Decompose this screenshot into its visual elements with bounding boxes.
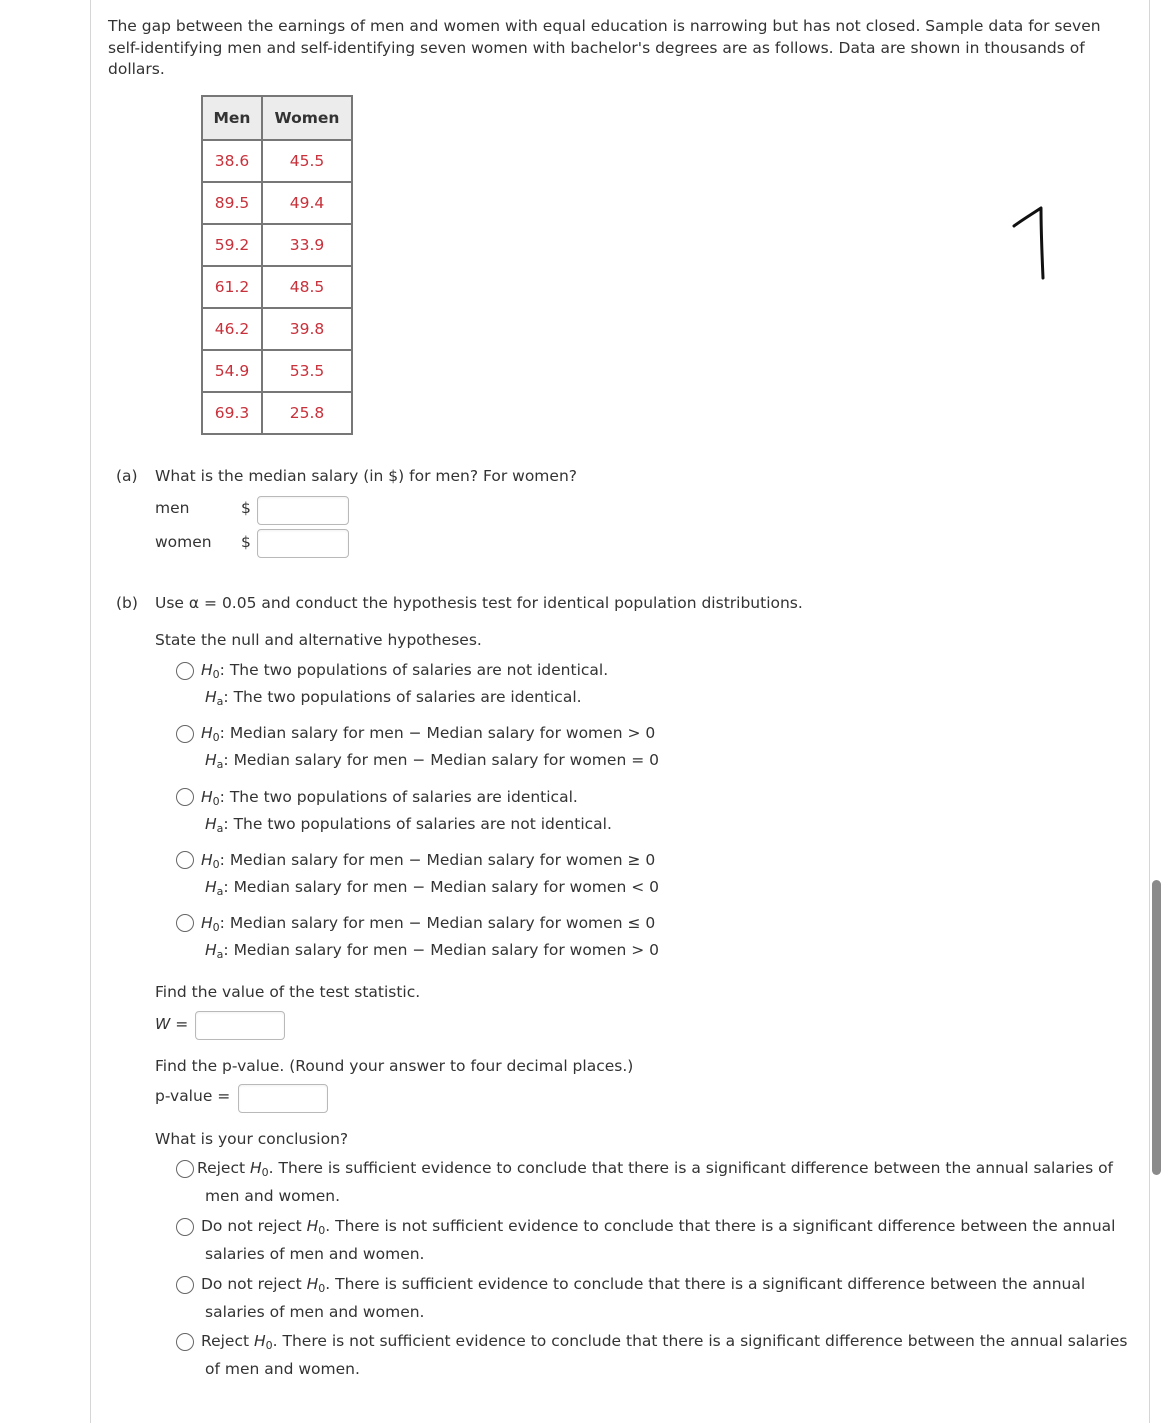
ha-text: The two populations of salaries are not identical.	[233, 815, 612, 833]
conclusion-lead: Reject	[201, 1332, 250, 1350]
men-cell: 61.2	[202, 266, 262, 308]
women-cell: 49.4	[262, 182, 352, 224]
table-row	[202, 308, 352, 350]
table-row	[202, 350, 352, 392]
women-currency: $	[241, 533, 251, 551]
salary-table	[201, 95, 353, 435]
women-cell: 25.8	[262, 392, 352, 434]
radio-button[interactable]	[176, 1333, 194, 1351]
ha-text: The two populations of salaries are identical.	[233, 688, 582, 706]
ha-text: Median salary for men − Median salary for women > 0	[233, 941, 659, 959]
radio-button[interactable]	[176, 1218, 194, 1236]
radio-button[interactable]	[176, 725, 194, 743]
men-currency: $	[241, 499, 251, 517]
men-cell: 59.2	[202, 224, 262, 266]
radio-button[interactable]	[176, 1160, 194, 1178]
men-cell: 69.3	[202, 392, 262, 434]
conclusion-text: . There is not sufficient evidence to conclude that there is a significant difference between the annual salaries of men and women.	[205, 1332, 1128, 1378]
h0-text: Median salary for men − Median salary for women ≤ 0	[229, 914, 656, 932]
table-row	[202, 182, 352, 224]
radio-button[interactable]	[176, 788, 194, 806]
conclusion-text: . There is sufficient evidence to conclude that there is a significant difference between the annual salaries of men and women.	[205, 1275, 1086, 1321]
conclusion-lead: Reject	[197, 1159, 246, 1177]
table-row	[202, 224, 352, 266]
pvalue-prompt: Find the p-value. (Round your answer to four decimal places.)	[155, 1057, 634, 1075]
h0-text: The two populations of salaries are identical.	[229, 788, 578, 806]
men-cell: 89.5	[202, 182, 262, 224]
h0-text: Median salary for men − Median salary for women ≥ 0	[229, 851, 656, 869]
men-cell: 38.6	[202, 140, 262, 182]
men-label: men	[155, 499, 190, 517]
part-a-question: What is the median salary (in $) for men? For women?	[155, 467, 577, 485]
w-input[interactable]	[195, 1011, 285, 1040]
radio-button[interactable]	[176, 662, 194, 680]
header-women: Women	[262, 96, 352, 140]
vertical-scrollbar[interactable]	[1152, 880, 1161, 1175]
test-statistic-prompt: Find the value of the test statistic.	[155, 983, 421, 1001]
women-median-input[interactable]	[257, 529, 349, 558]
part-a-label: (a)	[116, 467, 138, 485]
table-row	[202, 266, 352, 308]
part-b-label: (b)	[116, 594, 138, 612]
men-median-input[interactable]	[257, 496, 349, 525]
conclusion-prompt: What is your conclusion?	[155, 1130, 349, 1148]
conclusion-text: . There is sufficient evidence to conclude that there is a significant difference between the annual salaries of men and women.	[205, 1159, 1114, 1205]
state-hypotheses-prompt: State the null and alternative hypotheses.	[155, 631, 482, 649]
w-label: W =	[155, 1015, 189, 1033]
intro-text: The gap between the earnings of men and women with equal education is narrowing but has not closed. Sample data for seven self-identifying men and self-identifying seven women with bachelor's degrees are as follows. Data are shown in thousands of dollars.	[108, 17, 1101, 78]
conclusion-lead: Do not reject	[201, 1275, 302, 1293]
men-cell: 54.9	[202, 350, 262, 392]
women-cell: 53.5	[262, 350, 352, 392]
h0-text: The two populations of salaries are not identical.	[229, 661, 609, 679]
question-page: The gap between the earnings of men and women with equal education is narrowing but has not closed. Sample data for seven self-identifying men and self-identifying seven women with bachelor's degrees are as follows. Data are shown in thousands of dollars. Men Women 38.6 45.5 89.5 49.4 59.2 33.9 61.2 48.5 46.2 39.8 54.9 53.5 69.3 25.8 (a) What is the median salary (in $) for men? For women? men $ women $ (b) Use α = 0.05 and conduct the hypothesis test for identical population distributions. State the null and alternative hypotheses. $H_0$: The two populations of salaries are not identical. $H_a$: The two populations of salaries are identical. $H_0$: Median salary for men − Median salary for women > 0 $H_a$: Median salary for men − Median salary for women = 0 $H_0$: The two populations of salaries are identical. $H_a$: The two populations of salaries are not identical. $H_0$: Median salary for men − Median salary for women ≥ 0 $H_a$: Median salary for men − Median salary for women < 0 $H_0$: Median salary for men − Median salary for women ≤ 0 $H_a$: Median salary for men − Median salary for women > 0 Find the value of the test statistic. W = Find the p-value. (Round your answer to four decimal places.) p-value = What is your conclusion? Reject $H_0$. There is sufficient evidence to conclude that there is a significant difference between the annual salaries of men and women. Do not reject $H_0$. There is not sufficient evidence to conclude that there is a significant difference between the annual salaries of men and women. Do not reject $H_0$. There is sufficient evidence to conclude that there is a significant difference between the annual salaries of men and women. Reject $H_0$. There is not sufficient evidence to conclude that there is a significant difference between the annual salaries of men and women.	[90, 0, 1150, 1423]
table-row	[202, 392, 352, 434]
header-men: Men	[202, 96, 262, 140]
handwritten-one-mark	[1008, 200, 1058, 294]
radio-button[interactable]	[176, 914, 194, 932]
radio-button[interactable]	[176, 851, 194, 869]
women-cell: 48.5	[262, 266, 352, 308]
h0-text: Median salary for men − Median salary for women > 0	[229, 724, 656, 742]
pvalue-label: p-value =	[155, 1087, 231, 1105]
women-cell: 45.5	[262, 140, 352, 182]
men-cell: 46.2	[202, 308, 262, 350]
women-label: women	[155, 533, 212, 551]
women-cell: 33.9	[262, 224, 352, 266]
radio-button[interactable]	[176, 1276, 194, 1294]
conclusion-lead: Do not reject	[201, 1217, 302, 1235]
ha-text: Median salary for men − Median salary for women = 0	[233, 751, 659, 769]
conclusion-text: . There is not sufficient evidence to conclude that there is a significant difference between the annual salaries of men and women.	[205, 1217, 1116, 1263]
table-row	[202, 140, 352, 182]
pvalue-input[interactable]	[238, 1084, 328, 1113]
women-cell: 39.8	[262, 308, 352, 350]
part-b-question: Use α = 0.05 and conduct the hypothesis test for identical population distributions.	[155, 594, 803, 612]
ha-text: Median salary for men − Median salary for women < 0	[233, 878, 659, 896]
